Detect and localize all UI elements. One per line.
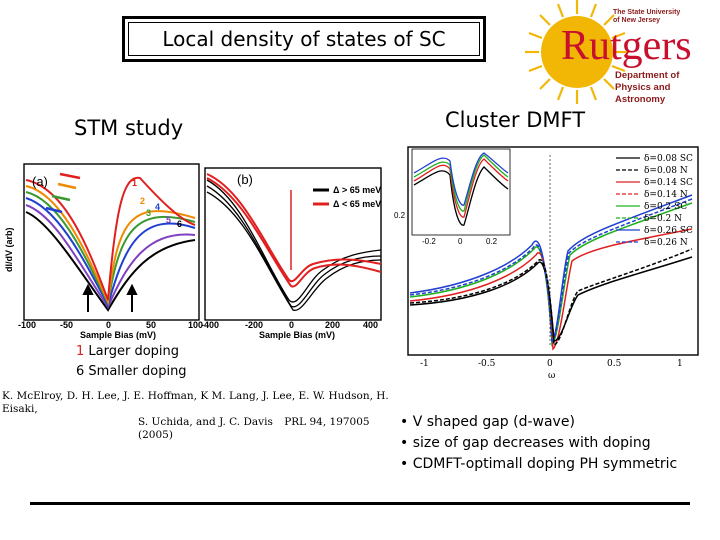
figure-b-xlabel: Sample Bias (mV) (259, 330, 336, 340)
tick-a-4: 50 (146, 320, 157, 330)
tick-a-3: 0 (106, 320, 112, 330)
inset-ytick: 0.2 (394, 211, 406, 220)
doping-label-6 (76, 364, 187, 379)
title-box (122, 16, 486, 62)
legend-c-1: δ=0.08 SC (644, 154, 693, 164)
curve-label-4: 4 (155, 202, 161, 212)
doping-text-1: Larger doping (88, 344, 180, 359)
curve-label-5: 5 (166, 215, 172, 225)
legend-b-1: Δ > 65 meV (333, 185, 382, 195)
legend-c-7: δ=0.26 SC (644, 226, 693, 236)
dmft-heading: Cluster DMFT (445, 108, 586, 132)
legend-c-5: δ=0.2 SC (644, 202, 688, 212)
inset-tick-1: -0.2 (422, 237, 436, 246)
inset-tick-2: 0 (458, 237, 463, 246)
logo-dept-line2: Physics and Astronomy (615, 82, 671, 105)
panel-a-label: (a) (32, 174, 48, 189)
legend-c-3: δ=0.14 SC (644, 178, 693, 188)
tick-b-5: 400 (363, 320, 379, 330)
logo-univ-line2: of New Jersey (613, 17, 661, 24)
doping-text-6: Smaller doping (88, 364, 187, 379)
tick-b-1: -400 (201, 320, 220, 330)
rutgers-logo (525, 0, 720, 110)
slide-title: Local density of states of SC (128, 22, 480, 56)
logo-univ-line1: The State University (613, 9, 681, 16)
bottom-rule (30, 502, 690, 505)
tick-c-5: 1 (677, 359, 683, 369)
stm-figure-b (203, 160, 385, 340)
citation-ref: PRL 94, 197005 (2005) (138, 416, 370, 441)
bullet-1: • V shaped gap (d-wave) (400, 414, 575, 430)
tick-c-1: -1 (420, 359, 429, 369)
tick-c-2: -0.5 (478, 359, 496, 369)
tick-b-4: 200 (325, 320, 341, 330)
legend-b-2: Δ < 65 meV (333, 199, 382, 209)
stm-figure-a (0, 160, 205, 340)
legend-c-8: δ=0.26 N (644, 238, 688, 248)
citation-line2: S. Uchida, and J. C. Davis (138, 416, 273, 428)
legend-c-4: δ=0.14 N (644, 190, 688, 200)
curve-1 (26, 178, 195, 300)
bullet-2: • size of gap decreases with doping (400, 435, 651, 451)
logo-name: Rutgers (561, 23, 692, 69)
dmft-legend (616, 154, 693, 248)
dmft-figure (392, 145, 702, 380)
logo-dept-line1: Department of (615, 70, 680, 81)
curve-2 (26, 186, 195, 302)
doping-number-6: 6 (76, 364, 85, 379)
tick-a-2: -50 (60, 320, 74, 330)
curve-label-1: 1 (132, 178, 138, 188)
inset-tick-3: 0.2 (486, 237, 498, 246)
curve-label-6: 6 (177, 219, 183, 229)
bullet-3: • CDMFT-optimall doping PH symmetric (400, 456, 678, 472)
doping-number-1: 1 (76, 344, 85, 359)
figure-c-xlabel: ω (548, 371, 556, 381)
stm-heading: STM study (74, 116, 184, 140)
citation (2, 390, 397, 442)
curve-label-3: 3 (146, 208, 152, 218)
tick-a-1: -100 (18, 320, 37, 330)
tick-b-3: 0 (289, 320, 295, 330)
curve-label-2: 2 (140, 196, 146, 206)
doping-label-1 (76, 344, 179, 359)
panel-b-label: (b) (237, 172, 253, 187)
tick-a-5: 100 (188, 320, 204, 330)
tick-c-3: 0 (547, 359, 553, 369)
figure-a-ylabel: dI/dV (arb) (4, 227, 14, 272)
tick-c-4: 0.5 (607, 359, 622, 369)
bullet-list (400, 412, 677, 475)
citation-line1: K. McElroy, D. H. Lee, J. E. Hoffman, K M. Lang, J. Lee, E. W. Hudson, H. Eisaki, (2, 390, 389, 415)
tick-b-2: -200 (245, 320, 264, 330)
legend-c-2: δ=0.08 N (644, 166, 688, 176)
legend-c-6: δ=0.2 N (644, 214, 683, 224)
figure-a-xlabel: Sample Bias (mV) (80, 330, 157, 340)
